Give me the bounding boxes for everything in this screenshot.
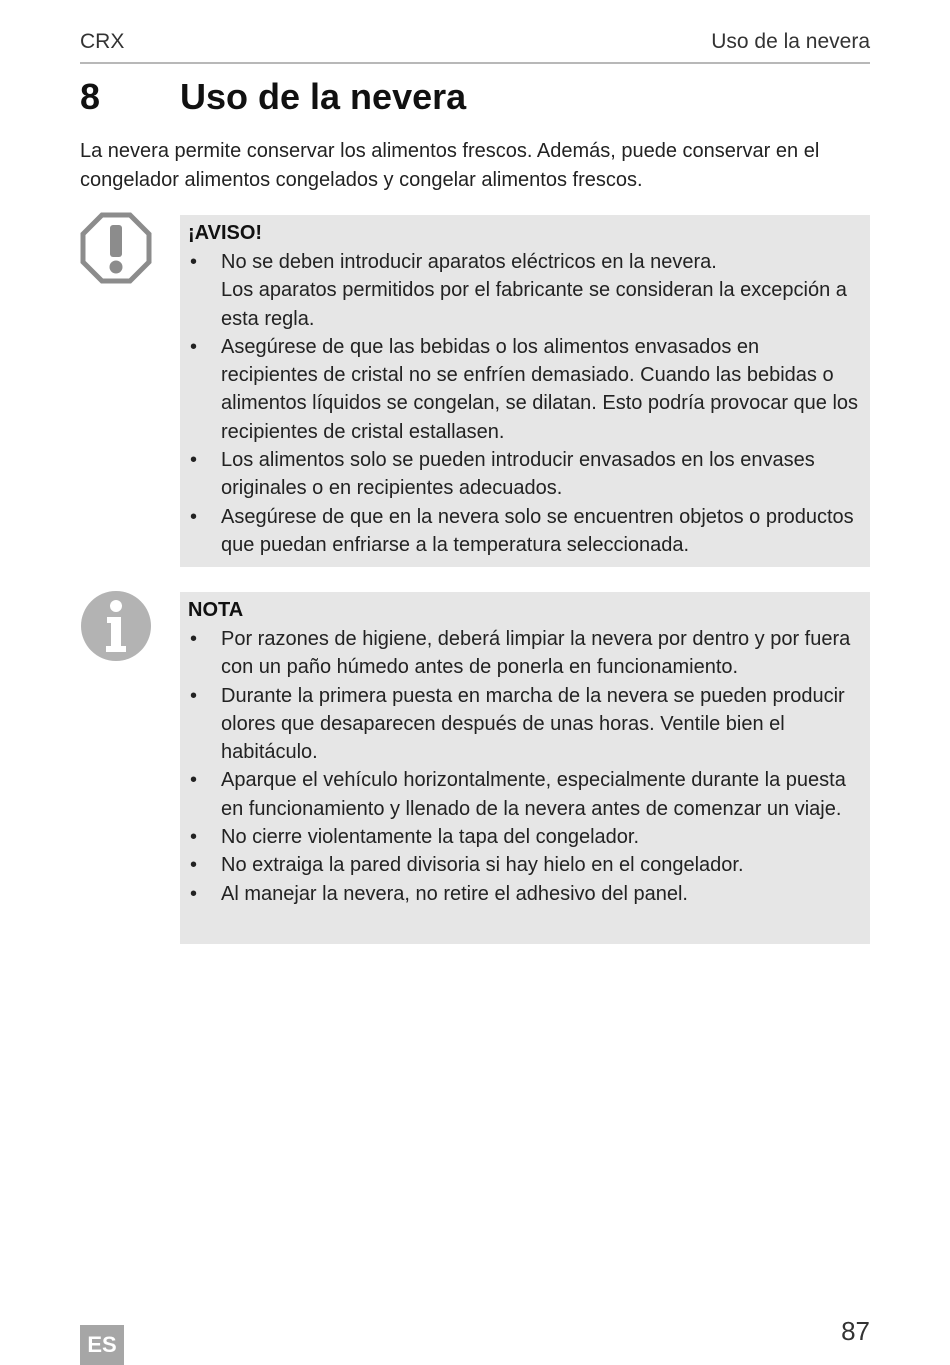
warning-title: ¡AVISO! [188, 222, 263, 244]
note-list-item [188, 625, 860, 682]
section-title: Uso de la nevera [180, 76, 467, 117]
note-item-text: No cierre violentamente la tapa del congelador. [221, 826, 640, 849]
warning-list-item [188, 333, 860, 446]
warning-item-text: Asegúrese de que las bebidas o los alimentos envasados en recipientes de cristal no se enfríen demasiado. Cuando las bebidas o alimentos líquidos se congelan, se dilatan. Esto podría provocar que los recipientes de cristal estallasen. [221, 335, 859, 443]
bullet-icon: • [190, 505, 198, 528]
note-list-item [188, 880, 860, 908]
section-heading [80, 76, 466, 118]
warning-item-text: Los alimentos solo se pueden introducir envasados en los envases originales o en recipientes adecuados. [221, 449, 815, 500]
bullet-icon: • [190, 251, 198, 273]
bullet-icon: • [190, 684, 198, 707]
section-number: 8 [80, 76, 101, 117]
bullet-icon: • [190, 628, 198, 650]
warning-list-item [188, 503, 860, 560]
note-item-text: Por razones de higiene, deberá limpiar la nevera por dentro y por fuera con un paño húmedo antes de ponerla en funcionamiento. [221, 628, 851, 679]
note-list-item [188, 766, 860, 823]
page-header [80, 30, 870, 64]
note-list [188, 625, 860, 908]
intro-paragraph: La nevera permite conservar los alimentos frescos. Además, puede conservar en el congelador alimentos congelados y congelar alimentos frescos. [80, 140, 820, 191]
note-item-text: Aparque el vehículo horizontalmente, especialmente durante la puesta en funcionamiento y llenado de la nevera antes de comenzar un viaje. [221, 769, 846, 820]
bullet-icon: • [190, 449, 198, 472]
header-product-name: CRX [80, 30, 125, 53]
bullet-icon: • [190, 335, 198, 358]
note-item-text: Durante la primera puesta en marcha de la nevera se pueden producir olores que desaparecen después de unas horas. Ventile bien el habitáculo. [221, 684, 845, 764]
bullet-icon: • [190, 769, 198, 792]
bullet-icon: • [190, 854, 198, 877]
bullet-icon: • [190, 826, 198, 849]
warning-item-text: Asegúrese de que en la nevera solo se encuentren objetos o productos que puedan enfriarse a la temperatura seleccionada. [221, 505, 854, 556]
note-list-item [188, 851, 860, 879]
note-item-text: No extraiga la pared divisoria si hay hielo en el congelador. [221, 854, 744, 877]
header-chapter-title: Uso de la nevera [711, 30, 870, 53]
note-title: NOTA [188, 599, 244, 621]
note-box [180, 592, 870, 944]
page-number: 87 [841, 1316, 870, 1346]
warning-item-extra-text: Los aparatos permitidos por el fabricante se consideran la excepción a esta regla. [221, 279, 847, 330]
warning-item-text: No se deben introducir aparatos eléctricos en la nevera. [221, 251, 717, 273]
warning-list [188, 248, 860, 559]
info-icon [80, 590, 152, 662]
language-badge: ES [80, 1325, 124, 1365]
warning-list-item [188, 248, 860, 333]
warning-octagon-icon [80, 212, 152, 284]
note-list-item [188, 682, 860, 767]
warning-box [180, 215, 870, 567]
bullet-icon: • [190, 882, 198, 905]
note-item-text: Al manejar la nevera, no retire el adhesivo del panel. [221, 882, 688, 905]
warning-list-item [188, 446, 860, 503]
note-list-item [188, 823, 860, 851]
